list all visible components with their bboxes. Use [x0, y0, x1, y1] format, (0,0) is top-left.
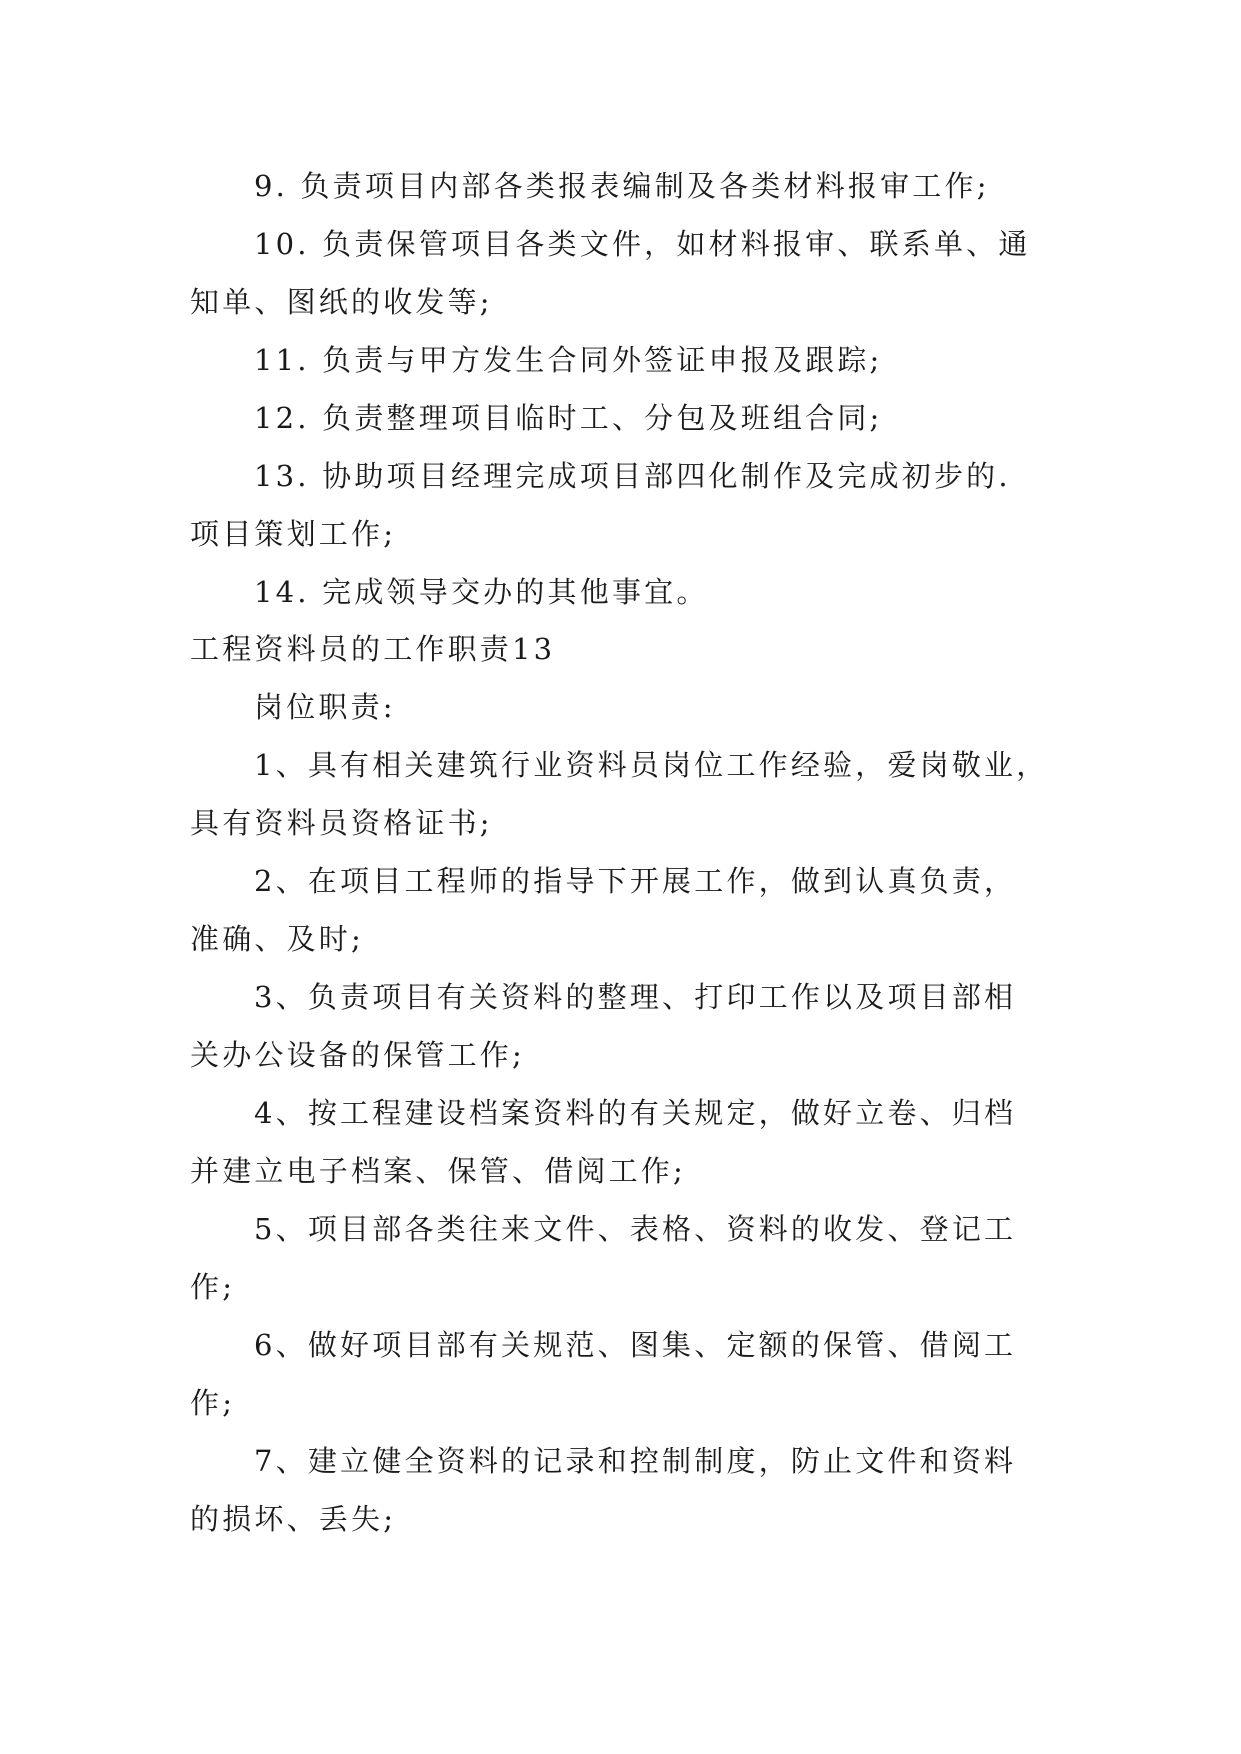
- duty-item-1: 1、具有相关建筑行业资料员岗位工作经验，爱岗敬业，: [254, 748, 1049, 782]
- duty-item-2-continuation: 准确、及时;: [190, 922, 364, 956]
- duty-item-3: 3、负责项目有关资料的整理、打印工作以及项目部相: [254, 980, 1017, 1014]
- list-item-12: 12. 负责整理项目临时工、分包及班组合同;: [254, 401, 883, 435]
- duty-item-4-continuation: 并建立电子档案、保管、借阅工作;: [190, 1154, 686, 1188]
- duty-item-7-continuation: 的损坏、丢失;: [190, 1502, 397, 1536]
- duty-item-7: 7、建立健全资料的记录和控制制度，防止文件和资料: [254, 1444, 1017, 1478]
- duty-item-6-continuation: 作;: [190, 1386, 236, 1420]
- list-item-13-continuation: 项目策划工作;: [190, 517, 397, 551]
- section-heading: 工程资料员的工作职责13: [190, 632, 556, 666]
- duty-item-5-continuation: 作;: [190, 1270, 236, 1304]
- list-item-10: 10. 负责保管项目各类文件，如材料报审、联系单、通: [254, 227, 1031, 261]
- duty-item-5: 5、项目部各类往来文件、表格、资料的收发、登记工: [254, 1212, 1017, 1246]
- list-item-10-continuation: 知单、图纸的收发等;: [190, 285, 493, 319]
- list-item-11: 11. 负责与甲方发生合同外签证申报及跟踪;: [254, 343, 883, 377]
- duty-item-1-continuation: 具有资料员资格证书;: [190, 806, 493, 840]
- section-subheading: 岗位职责:: [254, 690, 396, 724]
- duty-item-4: 4、按工程建设档案资料的有关规定，做好立卷、归档: [254, 1096, 1017, 1130]
- list-item-13: 13. 协助项目经理完成项目部四化制作及完成初步的.: [254, 459, 1011, 493]
- duty-item-3-continuation: 关办公设备的保管工作;: [190, 1038, 525, 1072]
- duty-item-6: 6、做好项目部有关规范、图集、定额的保管、借阅工: [254, 1328, 1017, 1362]
- list-item-14: 14. 完成领导交办的其他事宜。: [254, 575, 709, 609]
- duty-item-2: 2、在项目工程师的指导下开展工作，做到认真负责，: [254, 864, 1017, 898]
- list-item-9: 9. 负责项目内部各类报表编制及各类材料报审工作;: [254, 169, 990, 203]
